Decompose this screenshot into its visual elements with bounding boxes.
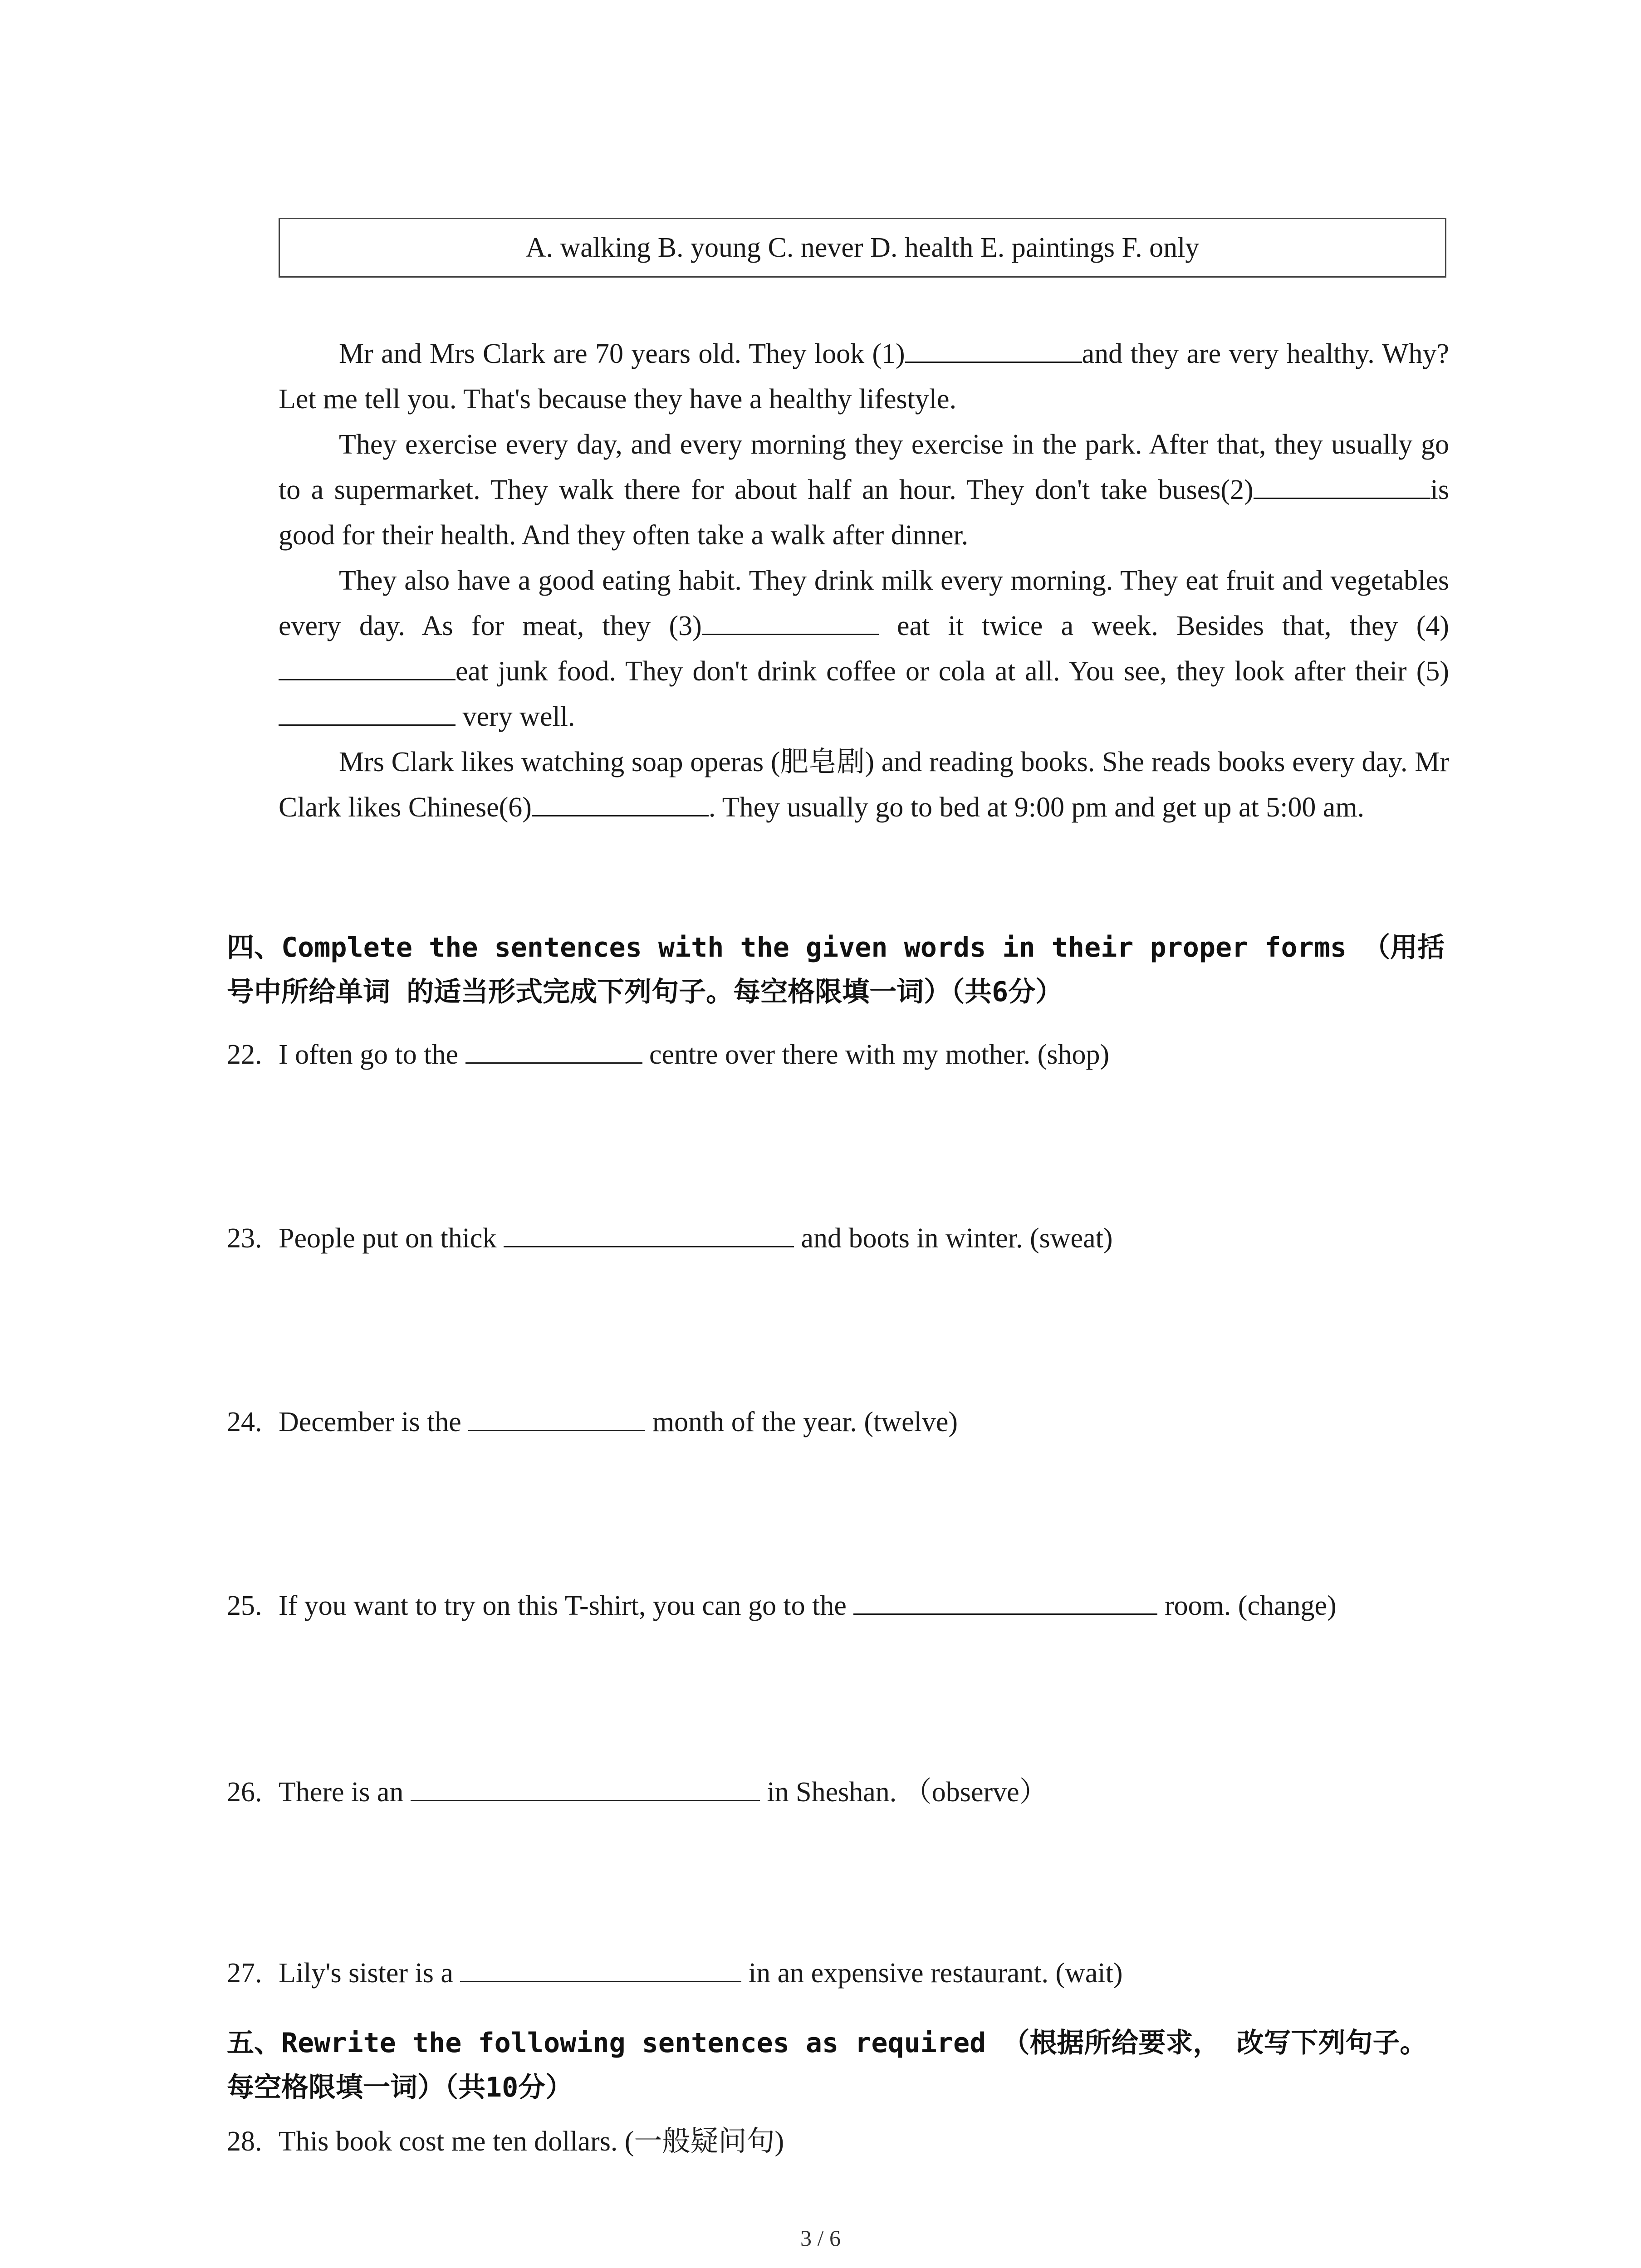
passage-text: and they are very healthy. Why? Let me tell you. That's because they have a healthy lifestyle. <box>279 338 1449 415</box>
section-4-title: 四、Complete the sentences with the given words in their proper forms （用括号中所给单词 的适当形式完成下列句子。每空格限填一词）（共6分） <box>227 932 1445 1008</box>
word-bank-box <box>279 218 1446 278</box>
question-number: 26. <box>227 1777 262 1808</box>
question-text: If you want to try on this T-shirt, you can go to the <box>279 1590 847 1621</box>
passage-text: eat junk food. They don't drink coffee or cola at all. You see, they look after their (5) <box>456 656 1449 687</box>
passage-text: Mrs Clark likes watching soap operas (肥皂剧) and reading books. She reads books every day. Mr Clark likes Chinese(6) <box>279 747 1449 823</box>
answer-blank-24[interactable] <box>468 1402 645 1431</box>
answer-blank-3[interactable] <box>702 606 879 635</box>
question-23 <box>227 1218 1112 1255</box>
answer-blank-5[interactable] <box>279 696 456 726</box>
question-text: room. (change) <box>1164 1590 1337 1621</box>
question-text: I often go to the <box>279 1039 459 1070</box>
question-number: 23. <box>227 1223 262 1254</box>
passage-text: is good for their health. And they often take a walk after dinner. <box>279 474 1449 551</box>
passage-text: They exercise every day, and every morning they exercise in the park. After that, they usually go to a supermarket. They walk there for about half an hour. They don't take buses(2) <box>279 429 1449 505</box>
question-number: 27. <box>227 1958 262 1989</box>
passage-text: eat it twice a week. Besides that, they (4) <box>878 611 1449 641</box>
answer-blank-4[interactable] <box>279 651 456 680</box>
question-text: People put on thick <box>279 1223 497 1254</box>
question-text: centre over there with my mother. (shop) <box>649 1039 1110 1070</box>
section-5-title: 五、Rewrite the following sentences as required （根据所给要求， 改写下列句子。每空格限填一词）（共10分） <box>227 2027 1427 2103</box>
question-number: 22. <box>227 1039 262 1070</box>
answer-blank-1[interactable] <box>905 333 1082 363</box>
answer-blank-25[interactable] <box>853 1585 1157 1615</box>
question-number: 25. <box>227 1590 262 1621</box>
answer-blank-22[interactable] <box>465 1034 642 1064</box>
question-number: 28. <box>227 2126 262 2157</box>
question-text: in Sheshan. （observe） <box>767 1777 1048 1808</box>
question-22 <box>227 1034 1109 1071</box>
page-number: 3 / 6 <box>800 2225 841 2251</box>
answer-blank-6[interactable] <box>532 787 709 816</box>
passage-text: very well. <box>456 701 575 732</box>
question-text: Lily's sister is a <box>279 1958 453 1989</box>
question-24 <box>227 1402 958 1438</box>
question-number: 24. <box>227 1407 262 1437</box>
question-text: There is an <box>279 1777 404 1808</box>
question-27 <box>227 1953 1123 1989</box>
question-text: December is the <box>279 1407 461 1437</box>
answer-blank-26[interactable] <box>411 1772 760 1801</box>
question-28 <box>227 2118 784 2159</box>
question-25 <box>227 1585 1337 1622</box>
passage-text: . They usually go to bed at 9:00 pm and get up at 5:00 am. <box>708 792 1365 823</box>
question-text: This book cost me ten dollars. (一般疑问句) <box>279 2126 784 2157</box>
word-bank-text: A. walking B. young C. never D. health E. paintings F. only <box>525 232 1200 263</box>
question-text: month of the year. (twelve) <box>652 1407 958 1437</box>
question-26 <box>227 1769 1048 1809</box>
passage-paragraph-1 <box>279 331 1449 422</box>
passage-paragraph-4 <box>279 739 1449 830</box>
passage-text: Mr and Mrs Clark are 70 years old. They look (1) <box>339 338 905 369</box>
passage-paragraph-3 <box>279 558 1449 739</box>
reading-passage <box>279 331 1449 830</box>
passage-text: They also have a good eating habit. They drink milk every morning. They eat fruit and vegetables every day. As for meat, they (3) <box>279 565 1449 641</box>
answer-blank-27[interactable] <box>460 1953 741 1982</box>
answer-blank-23[interactable] <box>504 1218 794 1247</box>
question-text: in an expensive restaurant. (wait) <box>748 1958 1123 1989</box>
passage-paragraph-2 <box>279 422 1449 558</box>
answer-blank-2[interactable] <box>1254 469 1430 499</box>
question-text: and boots in winter. (sweat) <box>801 1223 1113 1254</box>
